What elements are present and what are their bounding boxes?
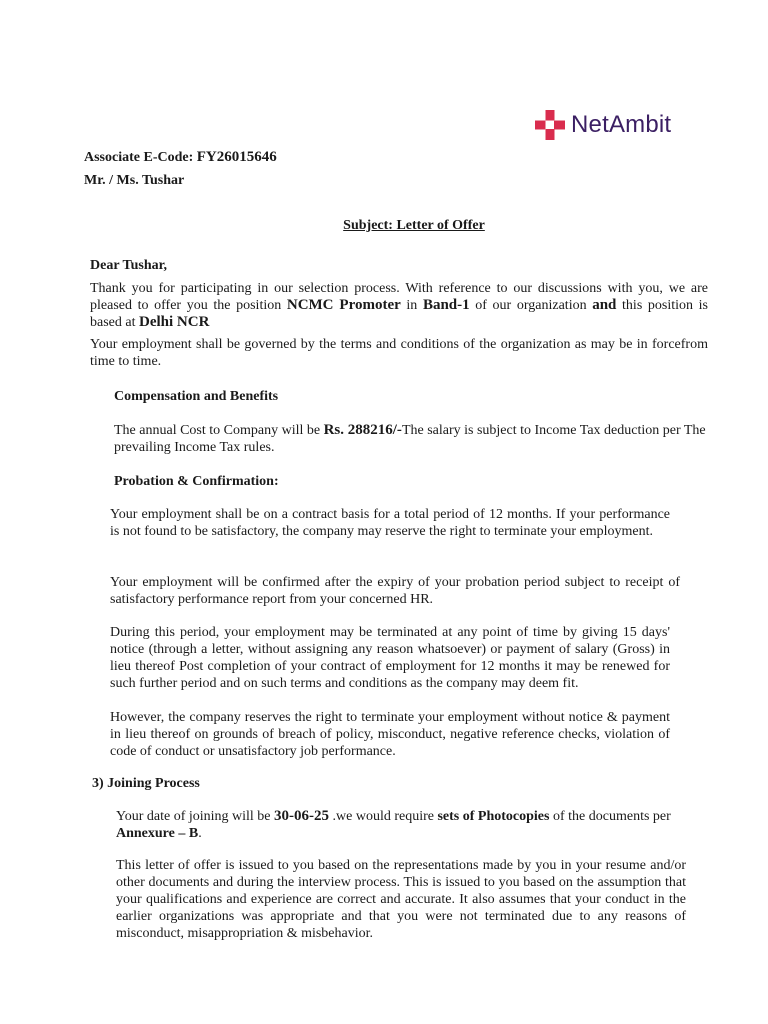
intro-text-2: in [400, 298, 423, 313]
ctc-text-2: The salary is subject to Income Tax deduction per The prevailing Income Tax rules. [114, 423, 706, 455]
photocopies-sets: sets of Photocopies [437, 809, 550, 824]
band: Band-1 [422, 297, 470, 313]
probation-paragraph-1: Your employment shall be on a contract basis for a total period of 12 months. If your performance is not found to be satisfactory, the company may reserve the right to terminate your employment. [110, 507, 670, 539]
associate-ecode [84, 149, 277, 166]
joining-heading: 3) Joining Process [92, 776, 200, 791]
probation-paragraph-4: However, the company reserves the right to terminate your employment without notice & payment in lieu thereof on grounds of breach of policy, misconduct, negative reference checks, violation of code of conduct or unsatisfactory job performance. [110, 710, 670, 759]
work-location: Delhi NCR [138, 314, 210, 330]
joining-date: 30-06-25 [274, 808, 330, 824]
compensation-heading: Compensation and Benefits [114, 389, 279, 404]
joining-paragraph [116, 808, 706, 842]
representation-paragraph: This letter of offer is issued to you based on the representations made by you in your resume and/or other documents and during the interview process. This is issued to you based on the assumption that your qualifications and experience are correct and accurate. It also assumes that your conduct in the earlier organizations was appropriate and that you were not terminated due to any reasons of misconduct, misappropriation & misbehavior. [116, 858, 686, 941]
compensation-paragraph [114, 422, 708, 456]
joining-text-2: .we would require [329, 809, 438, 824]
probation-paragraph-2: Your employment will be confirmed after the expiry of your probation period subject to receipt of satisfactory performance report from your concerned HR. [110, 575, 680, 607]
intro-and: and [592, 297, 617, 313]
intro-text-1: Thank you for participating in our selection process. With reference to our discussions with you, we are pleased to offer you the position [90, 281, 708, 313]
intro-paragraph [90, 280, 708, 331]
position-title: NCMC Promoter [286, 297, 401, 313]
joining-text-4: . [198, 826, 202, 841]
intro-text-3: of our organization [469, 298, 593, 313]
joining-text-1: Your date of joining will be [116, 809, 275, 824]
netambit-cross-logo-icon [535, 110, 565, 140]
netambit-logo [535, 108, 671, 142]
probation-paragraph-3: During this period, your employment may be terminated at any point of time by giving 15 days' notice (through a letter, without assigning any reason whatsoever) or payment of salary (Gross) in lieu thereof Post completion of your contract of employment for 12 months it may be renewed for such further period and on such terms and conditions as the company may deem fit. [110, 625, 670, 691]
joining-text-3: of the documents per [549, 809, 671, 824]
annexure-ref: Annexure – B [116, 826, 199, 841]
ecode-value: FY26015646 [196, 149, 277, 165]
ctc-text-1: The annual Cost to Company will be [114, 423, 324, 438]
intro-text-4: this position is based at [90, 298, 708, 330]
recipient-name: Mr. / Ms. Tushar [84, 173, 185, 188]
ctc-amount: Rs. 288216/- [323, 422, 402, 438]
probation-heading: Probation & Confirmation: [114, 474, 279, 489]
governed-paragraph: Your employment shall be governed by the terms and conditions of the organization as may be in forcefrom time to time. [90, 337, 708, 369]
logo-text: NetAmbit [571, 111, 672, 138]
salutation: Dear Tushar, [90, 258, 168, 273]
letter-subject: Subject: Letter of Offer [343, 218, 485, 233]
ecode-label: Associate E-Code: [84, 150, 197, 165]
